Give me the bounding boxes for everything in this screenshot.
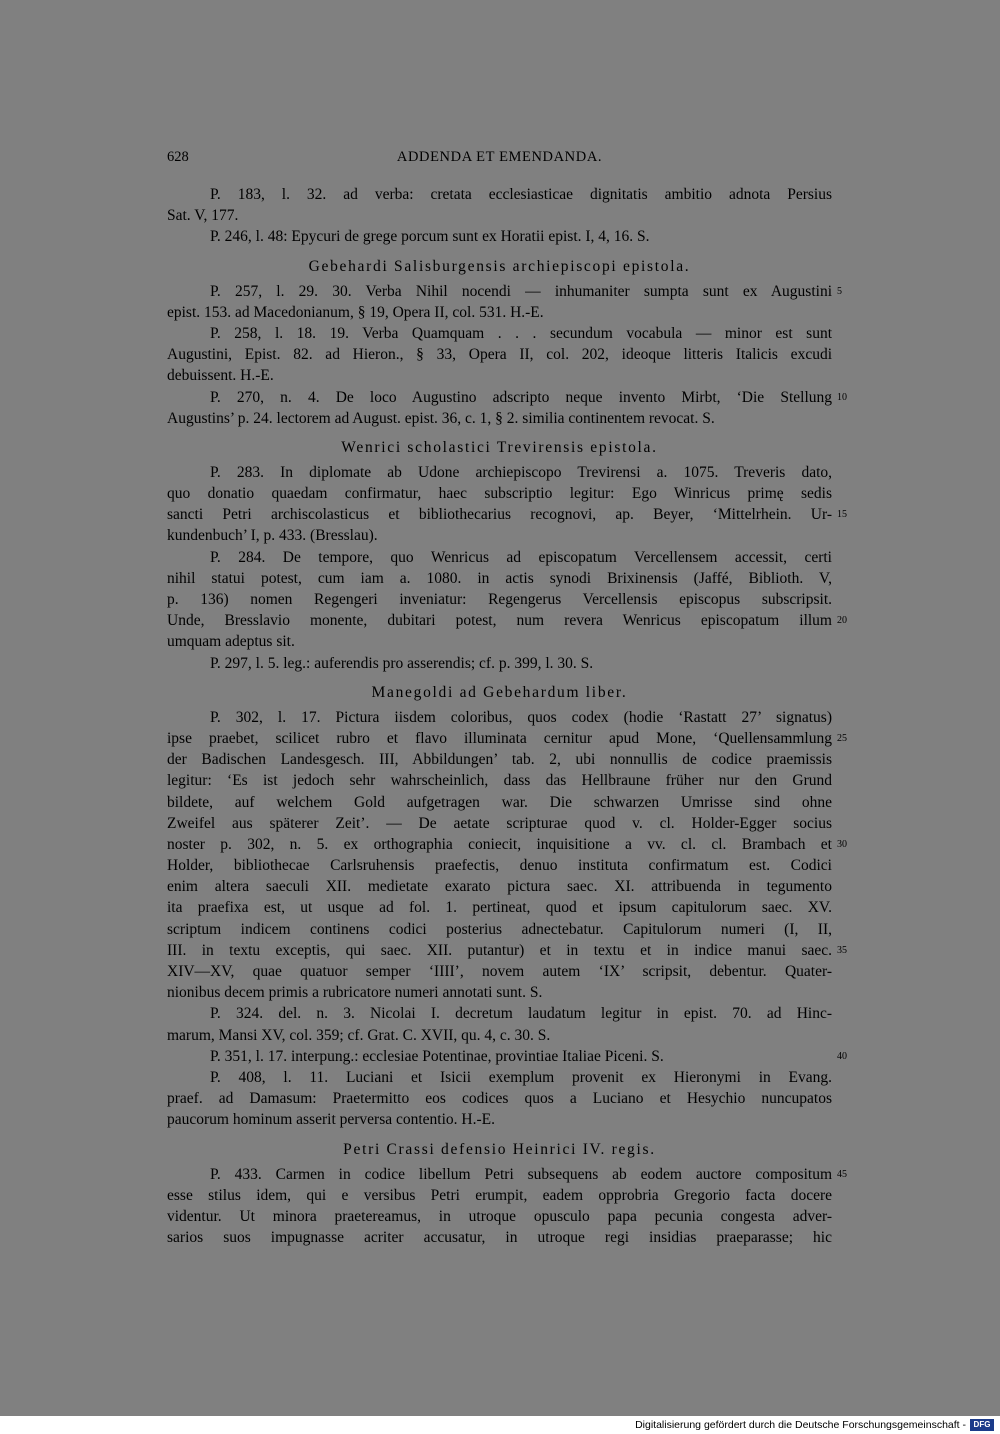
line-number: 25 <box>837 732 847 744</box>
line-text: quo donatio quaedam confirmatur, haec subscriptio legitur: Ego Winricus primę sedis <box>167 485 832 503</box>
text-line <box>167 323 832 344</box>
text-line <box>167 568 832 589</box>
line-text: Unde, Bresslavio monente, dubitari potest, num revera Wenricus episcopatum illum <box>167 612 832 630</box>
line-text: Gebehardi Salisburgensis archiepiscopi epistola. <box>308 257 691 275</box>
line-text: esse stilus idem, qui e versibus Petri erumpit, eadem opprobria Gregorio facta docere <box>167 1186 832 1204</box>
line-text: kundenbuch’ I, p. 433. (Bresslau). <box>167 527 378 545</box>
line-text: nihil statui potest, cum iam a. 1080. in actis synodi Brixinensis (Jaffé, Biblioth. V, <box>167 569 832 587</box>
text-line <box>167 707 832 728</box>
line-text: Augustini, Epist. 82. ad Hieron., § 33, Opera II, col. 202, ideoque litteris Italicis excudi <box>167 346 832 364</box>
footer-bar <box>0 1416 1000 1434</box>
text-line <box>167 770 832 791</box>
footer-credit: Digitalisierung gefördert durch die Deutsche Forschungsgemeinschaft - <box>635 1419 966 1431</box>
text-line <box>167 344 832 365</box>
text-line <box>167 653 832 674</box>
line-text: noster p. 302, n. 5. ex orthographia coniecit, inquisitione a vv. cl. cl. Brambach et <box>167 835 832 853</box>
line-text: legitur: ‘Es ist jedoch sehr wahrscheinlich, dass das Hellbraune früher nur den Grund <box>167 772 832 790</box>
line-number: 15 <box>837 509 847 521</box>
line-text: P. 183, l. 32. ad verba: cretata ecclesiasticae dignitatis ambitio adnota Persius <box>210 186 832 203</box>
section-heading <box>167 248 832 281</box>
line-number: 5 <box>837 285 842 297</box>
text-line <box>167 365 832 386</box>
text-line <box>167 462 832 483</box>
text-line <box>167 610 847 631</box>
text-line <box>167 281 842 302</box>
line-text: Holder, bibliothecae Carlsruhensis praefectis, denuo instituta confirmatum est. Codici <box>167 857 832 875</box>
text-line <box>167 504 847 525</box>
text-line <box>167 749 832 770</box>
line-text: Petri Crassi defensio Heinrici IV. regis. <box>343 1140 656 1158</box>
line-number: 20 <box>837 615 847 627</box>
text-line <box>167 1185 832 1206</box>
line-number: 10 <box>837 391 847 403</box>
text-line <box>167 1164 847 1185</box>
line-text: debuissent. H.-E. <box>167 367 274 385</box>
line-text: Manegoldi ad Gebehardum liber. <box>371 683 628 701</box>
line-text: XIV—XV, quae quatuor semper ‘IIII’, novem autem ‘IX’ scripsit, debentur. Quater- <box>167 963 832 980</box>
text-line <box>167 834 847 855</box>
text-line <box>167 940 847 961</box>
text-line <box>167 813 832 834</box>
line-text: P. 351, l. 17. interpung.: ecclesiae Potentinae, provintiae Italiae Piceni. S. <box>210 1047 664 1065</box>
text-line <box>167 387 847 408</box>
line-number: 35 <box>837 944 847 956</box>
running-title: ADDENDA ET EMENDANDA. <box>396 149 603 165</box>
text-line <box>167 483 832 504</box>
line-text: Augustins’ p. 24. lectorem ad August. epist. 36, c. 1, § 2. similia continentem revocat. S. <box>167 409 715 427</box>
text-line <box>167 1003 832 1024</box>
line-text: P. 324. del. n. 3. Nicolai I. decretum laudatum legitur in epist. 70. ad Hinc- <box>210 1005 832 1023</box>
line-text: ita praefixa est, ut usque ad fol. 1. pertineat, quod et ipsum capitulorum saec. XV. <box>167 899 832 917</box>
line-text: marum, Mansi XV, col. 359; cf. Grat. C. XVII, qu. 4, c. 30. S. <box>167 1026 551 1044</box>
line-text: P. 408, l. 11. Luciani et Isicii exemplum provenit ex Hieronymi in Evang. <box>210 1068 832 1086</box>
text-line <box>167 1046 847 1067</box>
line-text: Zweifel aus späterer Zeit’. — De aetate scripturae quod v. cl. Holder-Egger socius <box>167 814 832 832</box>
line-text: scriptum indicem continens codici posterius adnectebatur. Capitulorum numeri (I, II, <box>167 920 832 938</box>
line-text: P. 433. Carmen in codice libellum Petri subsequens ab eodem auctore compositum <box>210 1165 832 1183</box>
text-line <box>167 792 832 813</box>
text-line <box>167 961 832 982</box>
line-text: P. 284. De tempore, quo Wenricus ad episcopatum Vercellensem accessit, certi <box>210 548 832 566</box>
section-heading <box>167 1131 832 1164</box>
text-line <box>167 919 832 940</box>
line-text: P. 283. In diplomate ab Udone archiepiscopo Trevirensi a. 1075. Treveris dato, <box>210 463 832 481</box>
text-line <box>167 408 832 429</box>
text-line <box>167 589 832 610</box>
text-body <box>167 184 847 1248</box>
line-number: 30 <box>837 838 847 850</box>
line-text: videntur. Ut minora praetereamus, in utroque opusculo papa pecunia congesta adver- <box>167 1207 832 1225</box>
line-text: P. 257, l. 29. 30. Verba Nihil nocendi — inhumaniter sumpta sunt ex Augustini <box>210 282 832 300</box>
text-line <box>167 205 832 226</box>
text-line <box>167 897 832 918</box>
text-line <box>167 631 832 652</box>
line-number: 45 <box>837 1168 847 1180</box>
line-text: paucorum hominum asserit perversa contentio. H.-E. <box>167 1111 495 1129</box>
line-text: enim altera saeculi XII. medietate exarato pictura saec. XI. attribuenda in tegumento <box>167 878 832 896</box>
line-text: epist. 153. ad Macedonianum, § 19, Opera II, col. 531. H.-E. <box>167 303 544 321</box>
line-text: Sat. V, 177. <box>167 207 239 225</box>
text-line <box>167 1067 832 1088</box>
section-heading <box>167 674 832 707</box>
page-number: 628 <box>167 149 189 165</box>
line-text: P. 270, n. 4. De loco Augustino adscripto neque invento Mirbt, ‘Die Stellung <box>210 388 832 406</box>
text-line <box>167 982 832 1003</box>
text-line <box>167 728 847 749</box>
line-text: praef. ad Damasum: Praetermitto eos codices quos a Luciano et Hesychio nuncupatos <box>167 1090 832 1108</box>
line-text: P. 297, l. 5. leg.: auferendis pro asserendis; cf. p. 399, l. 30. S. <box>210 654 594 672</box>
line-text: ipse praebet, scilicet rubro et flavo illuminata cernitur apud Mone, ‘Quellensammlung <box>167 729 832 747</box>
text-line <box>167 547 832 568</box>
line-text: p. 136) nomen Regengeri inveniatur: Regengerus Vercellensis episcopus subscripsit. <box>167 591 832 608</box>
text-line <box>167 1025 832 1046</box>
page-header <box>167 149 832 169</box>
line-text: sarios suos impugnasse acriter accusatur, in utroque regi insidias praeparasse; hic <box>167 1229 832 1247</box>
text-line <box>167 184 832 205</box>
line-text: umquam adeptus sit. <box>167 633 295 651</box>
line-text: der Badischen Landesgesch. III, Abbildungen’ tab. 2, ubi nonnullis de codice praemissis <box>167 751 832 769</box>
line-text: bildete, auf welchem Gold aufgetragen war. Die schwarzen Umrisse sind ohne <box>167 793 832 811</box>
text-line <box>167 1088 832 1109</box>
line-text: sancti Petri archiscolasticus et bibliothecarius recognovi, ap. Beyer, ‘Mittelrhein. Ur- <box>167 506 832 524</box>
line-number: 40 <box>837 1050 847 1062</box>
text-line <box>167 1109 832 1130</box>
text-line <box>167 1206 832 1227</box>
text-line <box>167 1227 832 1248</box>
line-text: III. in textu exceptis, qui saec. XII. putantur) et in textu et in indice manui saec. <box>167 941 832 959</box>
line-text: P. 302, l. 17. Pictura iisdem coloribus, quos codex (hodie ‘Rastatt 27’ signatus) <box>210 708 832 726</box>
text-line <box>167 226 832 247</box>
line-text: Wenrici scholastici Trevirensis epistola. <box>341 438 658 456</box>
text-line <box>167 876 832 897</box>
text-line <box>167 525 832 546</box>
line-text: nionibus decem primis a rubricatore numeri annotati sunt. S. <box>167 984 543 1002</box>
text-line <box>167 302 832 323</box>
section-heading <box>167 429 832 462</box>
text-line <box>167 855 832 876</box>
line-text: P. 246, l. 48: Epycuri de grege porcum sunt ex Horatii epist. I, 4, 16. S. <box>210 228 650 246</box>
dfg-logo: DFG <box>970 1419 994 1431</box>
line-text: P. 258, l. 18. 19. Verba Quamquam . . . secundum vocabula — minor est sunt <box>210 324 832 342</box>
